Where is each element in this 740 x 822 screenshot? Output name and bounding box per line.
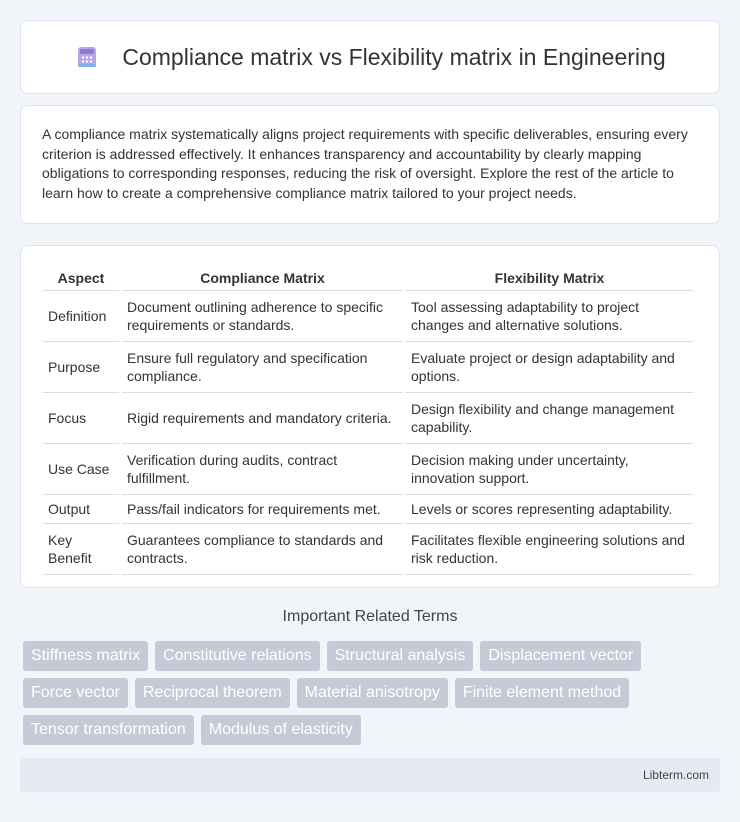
- row-aspect: Use Case: [43, 444, 119, 495]
- related-term-tag[interactable]: Reciprocal theorem: [135, 678, 290, 708]
- table-row: [43, 342, 693, 393]
- related-term-tag[interactable]: Material anisotropy: [297, 678, 448, 708]
- table-row: [43, 444, 693, 495]
- row-flexibility: Design flexibility and change management capability.: [406, 393, 693, 444]
- row-compliance: Ensure full regulatory and specification compliance.: [122, 342, 403, 393]
- page-title: Compliance matrix vs Flexibility matrix in Engineering: [122, 43, 666, 70]
- header-card: [20, 20, 720, 94]
- calculator-icon: [74, 44, 100, 70]
- row-flexibility: Levels or scores representing adaptability.: [406, 495, 693, 524]
- related-term-tag[interactable]: Displacement vector: [480, 641, 641, 671]
- table-row: [43, 524, 693, 575]
- intro-paragraph: A compliance matrix systematically aligns project requirements with specific deliverables, ensuring every criterion is addressed effectively. It enhances transparency and accountability by clearly mapping obligations to corresponding responses, reducing the risk of oversight. Explore the rest of the article to learn how to create a comprehensive compliance matrix tailored to your project needs.: [42, 126, 688, 201]
- header-compliance-matrix: Compliance Matrix: [122, 265, 403, 291]
- table-row: [43, 393, 693, 444]
- footer-bar: [20, 758, 720, 792]
- comparison-table-card: [20, 245, 720, 588]
- table-row: [43, 291, 693, 342]
- row-aspect: Focus: [43, 393, 119, 444]
- header-aspect: Aspect: [43, 265, 119, 291]
- row-flexibility: Evaluate project or design adaptability and options.: [406, 342, 693, 393]
- row-aspect: Definition: [43, 291, 119, 342]
- related-term-tag[interactable]: Modulus of elasticity: [201, 715, 361, 745]
- related-term-tag[interactable]: Force vector: [23, 678, 128, 708]
- row-aspect: Purpose: [43, 342, 119, 393]
- related-terms-title: Important Related Terms: [282, 608, 458, 625]
- related-term-tag[interactable]: Tensor transformation: [23, 715, 194, 745]
- row-compliance: Rigid requirements and mandatory criteria.: [122, 393, 403, 444]
- related-term-tag[interactable]: Stiffness matrix: [23, 641, 148, 671]
- row-compliance: Pass/fail indicators for requirements met.: [122, 495, 403, 524]
- related-term-tag[interactable]: Finite element method: [455, 678, 629, 708]
- footer-site-link[interactable]: Libterm.com: [642, 768, 709, 782]
- comparison-table: [40, 265, 696, 575]
- related-terms-list: [23, 641, 703, 745]
- row-flexibility: Tool assessing adaptability to project changes and alternative solutions.: [406, 291, 693, 342]
- row-flexibility: Decision making under uncertainty, innovation support.: [406, 444, 693, 495]
- related-term-tag[interactable]: Constitutive relations: [155, 641, 320, 671]
- row-compliance: Document outlining adherence to specific requirements or standards.: [122, 291, 403, 342]
- intro-card: [20, 105, 720, 224]
- row-compliance: Guarantees compliance to standards and contracts.: [122, 524, 403, 575]
- header-flexibility-matrix: Flexibility Matrix: [406, 265, 693, 291]
- table-row: [43, 495, 693, 524]
- row-compliance: Verification during audits, contract fulfillment.: [122, 444, 403, 495]
- related-term-tag[interactable]: Structural analysis: [327, 641, 474, 671]
- table-header-row: [43, 265, 693, 291]
- row-aspect: Key Benefit: [43, 524, 119, 575]
- row-flexibility: Facilitates flexible engineering solutions and risk reduction.: [406, 524, 693, 575]
- row-aspect: Output: [43, 495, 119, 524]
